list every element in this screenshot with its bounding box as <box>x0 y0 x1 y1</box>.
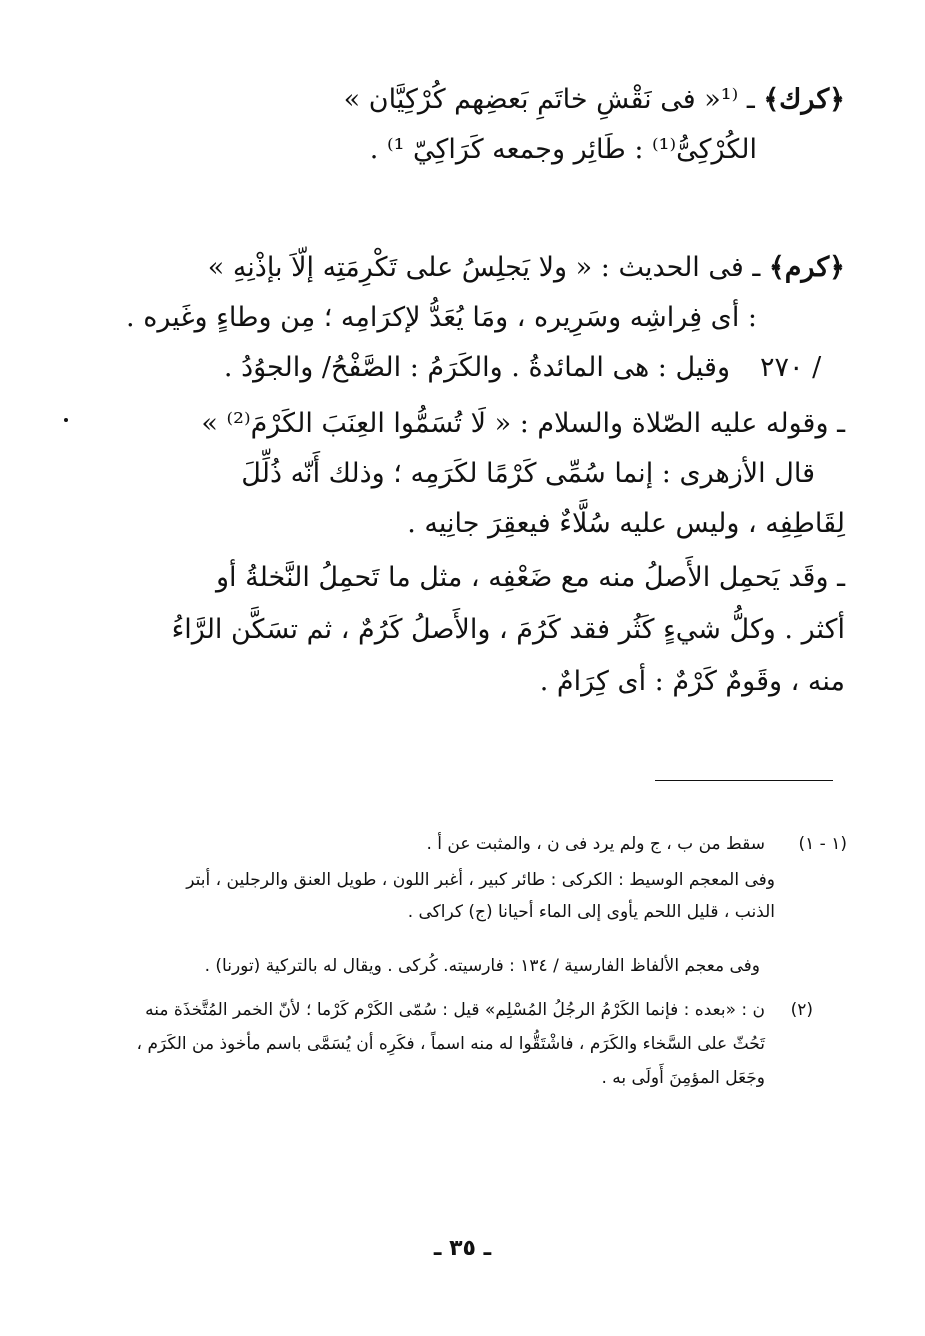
footnote-2-line-1: ن : «بعده : فإنما الكَرْمُ الرجُلُ المُسْلِم» قيل : سُمّى الكَرْم كَرْما ؛ لأنّ الخمر المُتَّخذَة منه <box>145 1000 765 1020</box>
footnote-1-line-4: وفى معجم الألفاظ الفارسية / ١٣٤ : فارسيته. كُركى . ويقال له بالتركية (تورنا) . <box>204 956 760 976</box>
footnote-1-line-2: وفى المعجم الوسيط : الكركى : طائر كبير ، أغبر اللون ، طويل العنق والرجلين ، أبتر <box>186 870 775 890</box>
page-number: ـ ٣٥ ـ <box>433 1236 492 1261</box>
entry-karm-line-3: وقيل : هى المائدةُ . والكَرَمُ : الصَّفْحُ/ والجوُدُ . <box>223 352 730 383</box>
para-2-line-2: أكثر . وكلُّ شيءٍ كَثُر فقد كَرُمَ ، والأَصلُ كَرُمٌ ، ثم تسَكَّن الرَّاءُ <box>171 614 845 645</box>
footnote-rule <box>655 780 833 781</box>
para-1-line-1: ـ وقوله عليه الصّلاة والسلام : « لَا تُسَمُّوا العِنَبَ الكَرْمَ⁽²⁾ » <box>201 408 845 439</box>
headword-karm: ﴿كرم﴾ <box>768 252 845 283</box>
entry-kark-line-2: الكُرْكِىُّ⁽¹⁾ : طَائِر وجمعه كَرَاكِيّ ¹⁾ . <box>369 134 757 165</box>
entry-kark-line-1 <box>344 84 845 115</box>
para-1-line-2: قال الأزهرى : إنما سُمِّى كَرْمًا لكَرَمِه ؛ وذلك أَنّه ذُلِّلَ <box>241 458 815 489</box>
footnote-2-line-3: وجَعَل المؤمِنَ أَولَى به . <box>601 1068 765 1088</box>
footnote-2-marker: (٢) <box>790 1000 813 1020</box>
para-2-line-1: ـ وقَد يَحمِل الأَصلُ منه مع ضَعْفِه ، مثل ما تَحمِلُ النَّخلةُ أو <box>215 562 845 593</box>
footnote-1-marker: (١ - ١) <box>798 834 847 854</box>
para-1-line-3: لِقَاطِفِه ، وليس عليه سُلَّاءٌ فيعقِرَ جانِيه . <box>407 508 845 539</box>
headword-kark: ﴿كرك﴾ <box>763 84 845 115</box>
entry-karm-line-1 <box>208 252 845 283</box>
entry-text: ـ ⁽¹« فى نَقْشِ خاتَمِ بَعضِهم كُرْكِيَّان » <box>343 84 755 115</box>
entry-text: ـ فى الحديث : « ولا يَجلِسُ على تَكْرِمَتِه إلّاَ بإذْنِهِ » <box>207 252 761 283</box>
stray-dot <box>64 418 68 422</box>
entry-karm-line-2: : أى فِراشِه وسَرِيره ، ومَا يُعَدُّ لإكرَامِه ؛ مِن وطاءٍ وغَيره . <box>126 302 757 333</box>
footnote-2-line-2: تَحُثّ على السَّخاء والكَرَم ، فاشْتَقُّوا له منه اسماً ، فكَرِه أن يُسَمَّى باسم مأخوذ من الكَرَم ، <box>136 1034 765 1054</box>
para-2-line-3: منه ، وقَومٌ كَرْمٌ : أى كِرَامٌ . <box>539 666 845 697</box>
footnote-1-line-1: سقط من ب ، ج ولم يرد فى ن ، والمثبت عن أ . <box>426 834 765 854</box>
margin-page-number: ٢٧٠ / <box>760 352 822 383</box>
footnote-1-line-3: الذنب ، قليل اللحم يأوى إلى الماء أحيانا (ج) كراكى . <box>407 902 775 922</box>
